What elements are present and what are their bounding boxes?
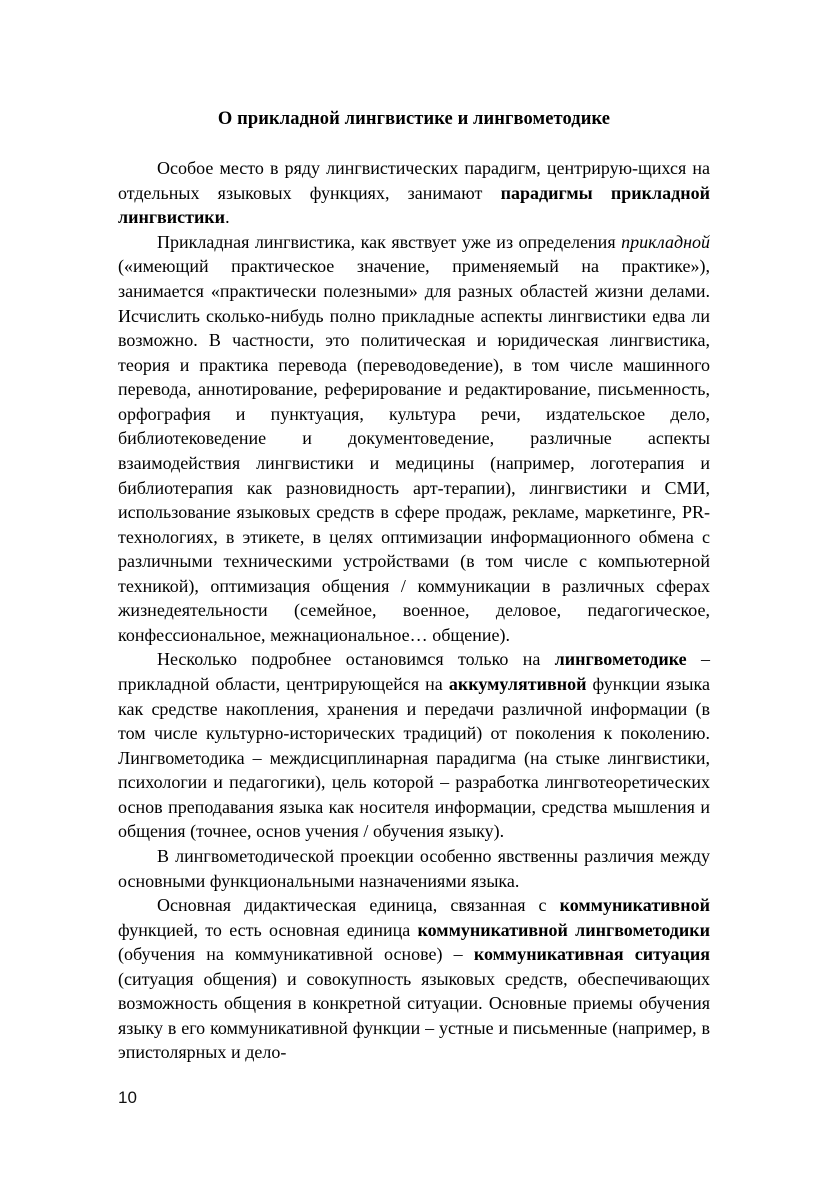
page-title: О прикладной лингвистике и лингвометодике [217, 109, 611, 129]
page-number: 10 [118, 1088, 137, 1107]
paragraph-5: Основная дидактическая единица, связанная с коммуникативной функцией, то есть основная единица коммуникативной лингвометодики (обучения на коммуникативной основе) – коммуникативная ситуация (ситуация общения) и совокупность языковых средств, обеспечивающих возможность общения в конкретной ситуации. Основные приемы обучения языку в его коммуникативной функции – устные и письменные (например, в эпистолярных и дело- [118, 895, 711, 1063]
paragraph-3: Несколько подробнее остановимся только на лингвометодике – прикладной области, центрирующейся на аккумулятивной функции языка как средстве накопления, хранения и передачи различной информации (в том числе культурно-исторических традиций) от поколения к поколению. Лингвометодика – междисциплинарная парадигма (на стыке лингвистики, психологии и педагогики), цель которой – разработка лингвотеоретических основ преподавания языка как носителя информации, средства мышления и общения (точнее, основ учения / обучения языку). [118, 649, 710, 842]
paragraph-1: Особое место в ряду лингвистических парадигм, центрирую-щихся на отдельных языковых функциях, занимают парадигмы прикладной лингвистики. [118, 158, 710, 228]
text-column [118, 108, 710, 1065]
paragraph-2: Прикладная лингвистика, как явствует уже из определения прикладной («имеющий практическое значение, применяемый на практике»), занимается «практически полезными» для разных областей жизни делами. Исчислить сколько-нибудь полно прикладные аспекты лингвистики едва ли возможно. В частности, это политическая и юридическая лингвистика, теория и практика перевода (переводоведение), в том числе машинного перевода, аннотирование, реферирование и редактирование, письменность, орфография и пунктуация, культура речи, издательское дело, библиотековедение и документоведение, различные аспекты взаимодействия лингвистики и медицины (например, логотерапия и библиотерапия как разновидность арт-терапии), лингвистики и СМИ, использование языковых средств в сфере продаж, рекламе, маркетинге, PR-технологиях, в этикете, в целях оптимизации информационного обмена с различными техническими устройствами (в том числе с компьютерной техникой), оптимизация общения / коммуникации в различных сферах жизнедеятельности (семейное, военное, деловое, педагогическое, конфессиональное, межнациональное… общение). [118, 231, 710, 645]
paragraph-4: В лингвометодической проекции особенно явственны различия между основными функциональными назначениями языка. [118, 845, 710, 891]
